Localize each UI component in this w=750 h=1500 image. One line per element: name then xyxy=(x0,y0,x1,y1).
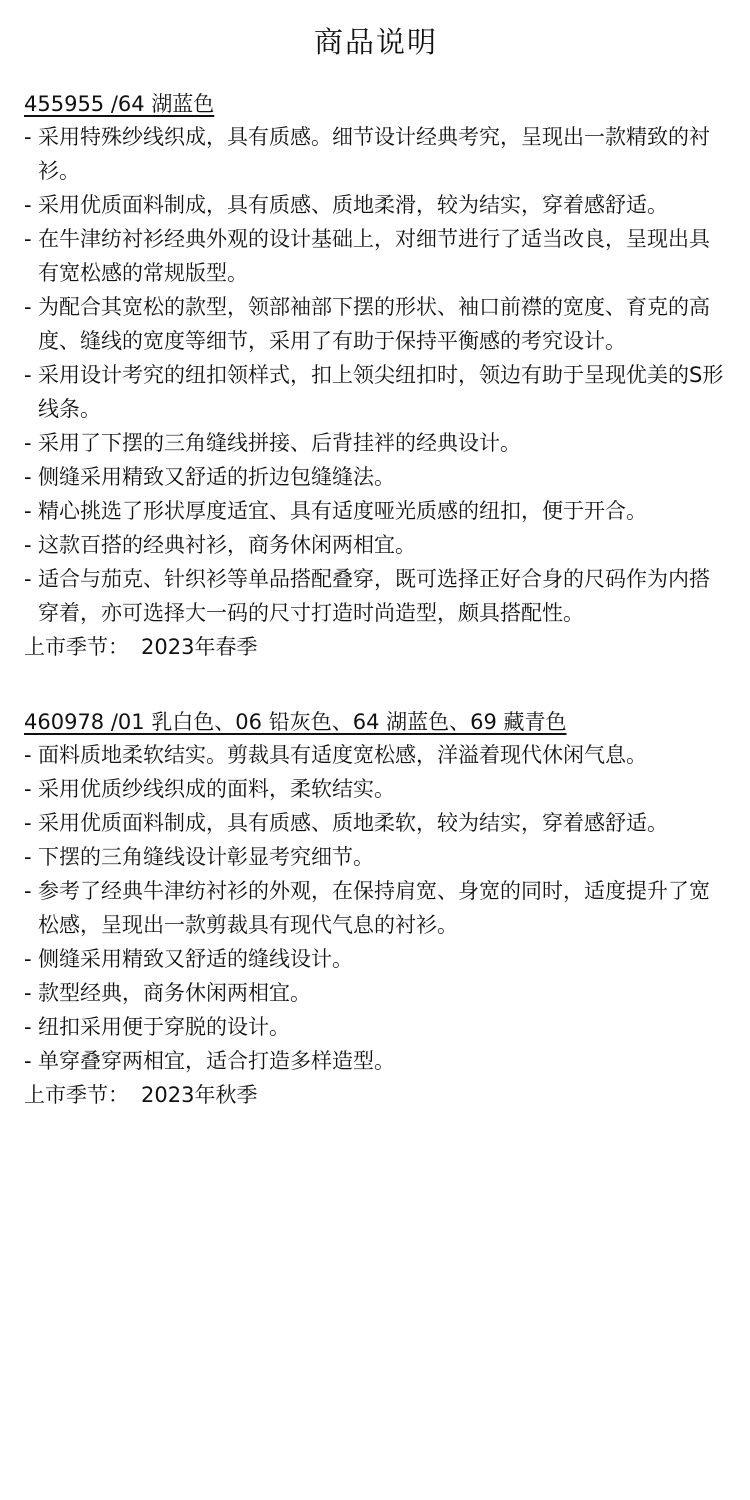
list-item xyxy=(24,1010,728,1044)
bullet-dash-icon: - xyxy=(24,431,32,455)
list-item xyxy=(24,738,728,772)
bullet-dash-icon: - xyxy=(24,533,32,557)
release-season xyxy=(24,1078,728,1112)
section-heading: 460978 /01 乳白色、06 铅灰色、64 湖蓝色、69 藏青色 xyxy=(24,710,567,734)
list-item xyxy=(24,358,728,426)
release-season xyxy=(24,630,728,664)
bullet-dash-icon: - xyxy=(24,777,32,801)
bullet-dash-icon: - xyxy=(24,465,32,489)
list-item-text: 单穿叠穿两相宜，适合打造多样造型。 xyxy=(38,1049,395,1073)
list-item-text: 为配合其宽松的款型，领部袖部下摆的形状、袖口前襟的宽度、育克的高度、缝线的宽度等细节，采用了有助于保持平衡感的考究设计。 xyxy=(38,295,710,353)
bullet-dash-icon: - xyxy=(24,743,32,767)
bullet-dash-icon: - xyxy=(24,879,32,903)
product-section-455955 xyxy=(24,88,728,664)
product-section-460978 xyxy=(24,706,728,1112)
bullet-dash-icon: - xyxy=(24,947,32,971)
list-item-text: 这款百搭的经典衬衫，商务休闲两相宜。 xyxy=(38,533,416,557)
list-item xyxy=(24,290,728,358)
list-item xyxy=(24,874,728,942)
bullet-dash-icon: - xyxy=(24,845,32,869)
list-item-text: 适合与茄克、针织衫等单品搭配叠穿，既可选择正好合身的尺码作为内搭穿着，亦可选择大一码的尺寸打造时尚造型，颇具搭配性。 xyxy=(38,567,710,625)
list-item-text: 面料质地柔软结实。剪裁具有适度宽松感，洋溢着现代休闲气息。 xyxy=(38,743,647,767)
release-season-label: 上市季节： xyxy=(24,635,129,659)
list-item xyxy=(24,188,728,222)
list-item-text: 采用设计考究的纽扣领样式，扣上领尖纽扣时，领边有助于呈现优美的S形线条。 xyxy=(38,363,724,421)
list-item xyxy=(24,426,728,460)
list-item xyxy=(24,562,728,630)
bullet-dash-icon: - xyxy=(24,363,32,387)
list-item xyxy=(24,840,728,874)
list-item-text: 采用优质面料制成，具有质感、质地柔滑，较为结实，穿着感舒适。 xyxy=(38,193,668,217)
list-item-text: 纽扣采用便于穿脱的设计。 xyxy=(38,1015,290,1039)
list-item xyxy=(24,772,728,806)
list-item-text: 采用了下摆的三角缝线拼接、后背挂袢的经典设计。 xyxy=(38,431,521,455)
list-item xyxy=(24,942,728,976)
feature-list xyxy=(24,738,728,1078)
section-heading: 455955 /64 湖蓝色 xyxy=(24,92,215,116)
list-item xyxy=(24,120,728,188)
list-item-text: 精心挑选了形状厚度适宜、具有适度哑光质感的纽扣，便于开合。 xyxy=(38,499,647,523)
bullet-dash-icon: - xyxy=(24,981,32,1005)
release-season-label: 上市季节： xyxy=(24,1083,129,1107)
list-item-text: 采用特殊纱线织成，具有质感。细节设计经典考究，呈现出一款精致的衬衫。 xyxy=(38,125,710,183)
bullet-dash-icon: - xyxy=(24,499,32,523)
bullet-dash-icon: - xyxy=(24,125,32,149)
list-item xyxy=(24,806,728,840)
bullet-dash-icon: - xyxy=(24,1049,32,1073)
list-item xyxy=(24,528,728,562)
bullet-dash-icon: - xyxy=(24,295,32,319)
list-item-text: 参考了经典牛津纺衬衫的外观，在保持肩宽、身宽的同时，适度提升了宽松感，呈现出一款剪裁具有现代气息的衬衫。 xyxy=(38,879,710,937)
list-item xyxy=(24,976,728,1010)
list-item-text: 在牛津纺衬衫经典外观的设计基础上，对细节进行了适当改良，呈现出具有宽松感的常规版型。 xyxy=(38,227,710,285)
list-item xyxy=(24,1044,728,1078)
list-item xyxy=(24,494,728,528)
list-item-text: 侧缝采用精致又舒适的缝线设计。 xyxy=(38,947,353,971)
bullet-dash-icon: - xyxy=(24,811,32,835)
bullet-dash-icon: - xyxy=(24,193,32,217)
list-item-text: 采用优质面料制成，具有质感、质地柔软，较为结实，穿着感舒适。 xyxy=(38,811,668,835)
list-item-text: 下摆的三角缝线设计彰显考究细节。 xyxy=(38,845,374,869)
list-item xyxy=(24,222,728,290)
release-season-value: 2023年秋季 xyxy=(141,1083,258,1107)
list-item-text: 侧缝采用精致又舒适的折边包缝缝法。 xyxy=(38,465,395,489)
page-title: 商品说明 xyxy=(313,25,438,59)
feature-list xyxy=(24,120,728,630)
list-item-text: 采用优质纱线织成的面料，柔软结实。 xyxy=(38,777,395,801)
list-item xyxy=(24,460,728,494)
list-item-text: 款型经典，商务休闲两相宜。 xyxy=(38,981,311,1005)
bullet-dash-icon: - xyxy=(24,227,32,251)
bullet-dash-icon: - xyxy=(24,1015,32,1039)
bullet-dash-icon: - xyxy=(24,567,32,591)
release-season-value: 2023年春季 xyxy=(141,635,258,659)
